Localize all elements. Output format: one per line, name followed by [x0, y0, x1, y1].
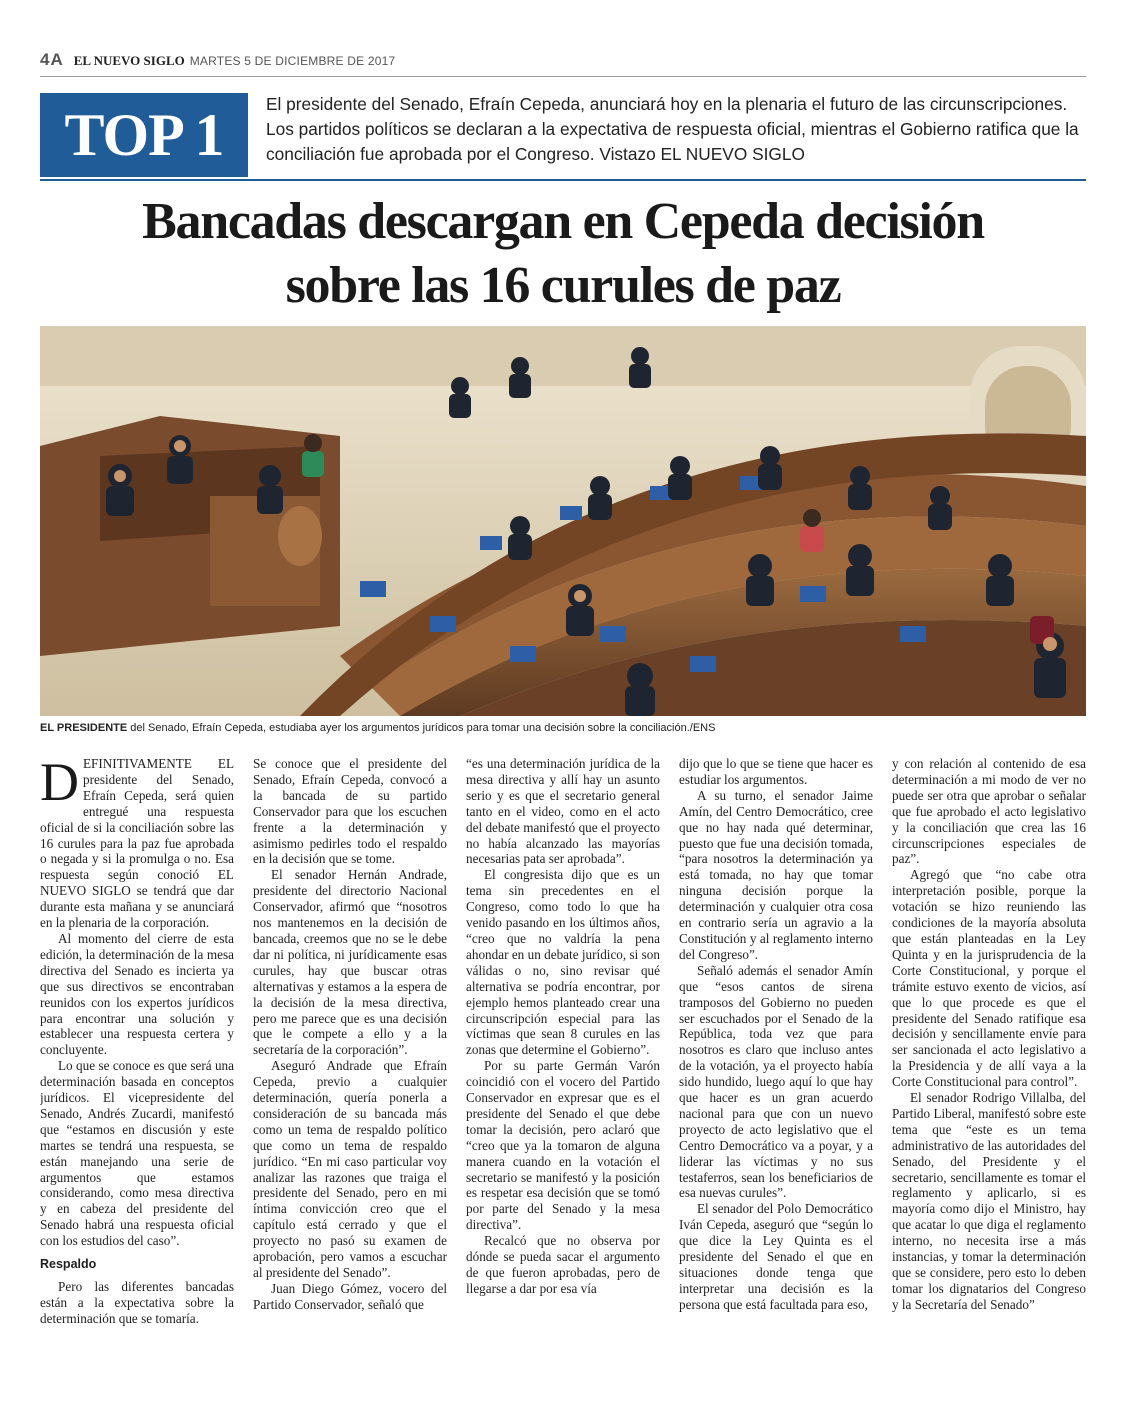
senate-chamber-illustration	[40, 326, 1086, 716]
paragraph: Por su parte Germán Varón coincidió con el vocero del Partido Conservador en expresar que es el presidente del Senado el que debe tomar la decisión, pero aclaró que “creo que ya la tomaron de alguna manera cuando en la votación el secretario se manifestó y la posición es respetar esa decisión que se tomó por parte del Senado y la mesa directiva”.	[466, 1058, 660, 1233]
paragraph: dijo que lo que se tiene que hacer es estudiar los argumentos.	[679, 756, 873, 787]
top-banner	[40, 93, 1086, 181]
top-badge: TOP 1	[40, 93, 248, 177]
subhead: Respaldo	[40, 1257, 97, 1272]
paragraph: El senador Rodrigo Villalba, del Partido Liberal, manifestó sobre este tema que “este es un tema administrativo de las autoridades del Senado, del Presidente y el secretario, sencillamente es tomar el reglamento y aplicarlo, si es mayoría como dijo el Ministro, hay que acatar lo que diga el reglamento interno, no necesita irse a más instancias, y tomar la determinación que se considere, pero esto lo deben tomar los dignatarios del Congreso y la Secretaría del Senado”	[892, 1090, 1086, 1312]
top-summary: El presidente del Senado, Efraín Cepeda, anunciará hoy en la plenaria el futuro de las circunscripciones. Los partidos políticos se declaran a la expectativa de respuesta oficial, mientras el Gobierno ratifica que la conciliación fue aprobada por el Congreso. Vistazo EL NUEVO SIGLO	[266, 94, 1079, 164]
senate-photo	[40, 326, 1086, 716]
photo-caption	[40, 722, 1086, 734]
drop-cap: D	[40, 756, 79, 812]
paragraph: Pero las diferentes bancadas están a la expectativa sobre la determinación que se tomaría.	[40, 1279, 234, 1326]
article-body	[40, 756, 1086, 1356]
caption-text: del Senado, Efraín Cepeda, estudiaba ayer los argumentos jurídicos para tomar una decisión sobre la conciliación./ENS	[127, 722, 716, 734]
paragraph: Recalcó que no observa por dónde se pueda sacar el argumento de que fueron aprobadas, pero de llegarse a dar por esa vía	[466, 1233, 660, 1296]
paragraph: A su turno, el senador Jaime Amín, del Centro Democrático, cree que no hay nada qué determinar, puesto que fue una decisión tomada, “para nosotros la determinación ya está tomada, no hay que tomar ninguna decisión porque la determinación y cualquier otra cosa en contrario sería un agravio a la Constitución y al reglamento interno del Congreso”.	[679, 787, 873, 962]
paragraph: y con relación al contenido de esa determinación a mi modo de ver no puede ser otra que aprobar o señalar que fue aprobado el acto legislativo y la conciliación que crea las 16 circunscripciones especiales de paz”.	[892, 756, 1086, 867]
paragraph: Aseguró Andrade que Efraín Cepeda, previo a cualquier determinación, quería ponerla a consideración de su bancada más como un tema de respaldo político que como un tema de respaldo jurídico. “En mi caso particular voy analizar las razones que traiga el presidente del Senado, pero en mi íntima convicción creo que el capítulo está cerrado y que el proyecto no pasó su examen de aprobación, pero vamos a escuchar al presidente del Senado”.	[253, 1058, 447, 1280]
paragraph: Se conoce que el presidente del Senado, Efraín Cepeda, convocó a la bancada de su partido Conservador para que los escuchen frente a la determinación y asimismo pedirles todo el respaldo en la decisión que se tome.	[253, 756, 447, 867]
paragraph: El congresista dijo que es un tema sin precedentes en el Congreso, como todo lo que ha venido pasando en los últimos años, “creo que no valdría la pena ahondar en un debate jurídico, si son válidas o no, sino revisar qué alternativa se podría encontrar, por ejemplo hemos planteado crear una circunscripción especial para las víctimas que sean 8 curules en las zonas que determine el Gobierno”.	[466, 867, 660, 1058]
article-column-3	[466, 756, 660, 1356]
page-number: 4A	[40, 50, 64, 69]
paragraph: “es una determinación jurídica de la mesa directiva y allí hay un asunto serio y es que el secretario general tanto en el video, como en el acto del debate manifestó que el proyecto no había alcanzado las mayorías necesarias pata ser aprobada”.	[466, 756, 660, 867]
headline-line-2: sobre las 16 curules de paz	[285, 257, 841, 314]
article-lead-paragraph	[40, 756, 234, 931]
paragraph: El senador del Polo Democrático Iván Cepeda, aseguró que “según lo que dice la Ley Quinta es el presidente del Senado el que en situaciones donde tenga que interpretar una decisión es la persona que está facultada para eso,	[679, 1201, 873, 1312]
paragraph: Señaló además el senador Amín que “esos cantos de sirena tramposos del Gobierno no pueden ser escuchados por el Senado de la República, toda vez que para nosotros es claro que incluso antes de la votación, ya el proyecto había sido hundido, luego aquí lo que hay que hacer es un gran acuerdo nacional para que con un nuevo proyecto de acto legislativo que el Centro Democrático va a poyar, y a liderar las víctimas y no sus testaferros, sean los beneficiarios de esa nuevas curules”.	[679, 962, 873, 1201]
paragraph: Juan Diego Gómez, vocero del Partido Conservador, señaló que	[253, 1280, 447, 1312]
paragraph: El senador Hernán Andrade, presidente del directorio Nacional Conservador, afirmó que “nosotros nos mantenemos en la decisión de bancada, creemos que no se le debe dar ni política, ni jurídicamente esas curules, hay que buscar otras alternativas y estamos a la espera de la decisión de la mesa directiva, pero me parece que es una decisión que le compete a ello y a la secretaría de la corporación”.	[253, 867, 447, 1058]
article-column-4	[679, 756, 873, 1356]
issue-date: MARTES 5 DE DICIEMBRE DE 2017	[189, 54, 396, 68]
paragraph-text: EFINITIVAMENTE EL presidente del Senado, Efraín Cepeda, será quien entregué una respuesta oficial de si la conciliación sobre las 16 curules para la paz fue aprobada o negada y si la promulga o no. Esa respuesta según conoció EL NUEVO SIGLO se tendrá que dar durante esta mañana y se anunciará en la plenaria de la corporación.	[40, 756, 234, 931]
newspaper-name: EL NUEVO SIGLO	[73, 53, 185, 68]
headline	[40, 190, 1086, 318]
paragraph: Lo que se conoce es que será una determinación basada en conceptos jurídicos. El vicepresidente del Senado, Andrés Zucardi, manifestó que “estamos en discusión y este martes se tendrá una respuesta, se están manejando una serie de argumentos que estamos considerando, como mesa directiva y en cabeza del presidente del Senado habrá una respuesta oficial con los estudios del caso”.	[40, 1058, 234, 1249]
article-column-2	[253, 756, 447, 1356]
article-column-5	[892, 756, 1086, 1356]
article-column-1	[40, 756, 234, 1356]
caption-lead: EL PRESIDENTE	[40, 722, 128, 734]
paragraph: Al momento del cierre de esta edición, la determinación de la mesa directiva del Senado es incierta ya que sus directivos se encontraban reunidos con los expertos jurídicos para encontrar una solución y establecer una respuesta certera y concluyente.	[40, 930, 234, 1058]
folio-header	[40, 50, 1086, 77]
headline-line-1: Bancadas descargan en Cepeda decisión	[142, 193, 984, 250]
paragraph: Agregó que “no cabe otra interpretación posible, porque la votación se hizo reuniendo las condiciones de la mayoría absoluta que están planteadas en la Ley Quinta y en la jurisprudencia de la Corte Constitucional, y porque el trámite estuvo exento de vicios, así que lo que procede es que el presidente del Senado ratifique esa decisión y sencillamente envíe para ser sancionada el acto legislativo a la Presidencia y de allí vaya a la Corte Constitucional para control”.	[892, 867, 1086, 1090]
